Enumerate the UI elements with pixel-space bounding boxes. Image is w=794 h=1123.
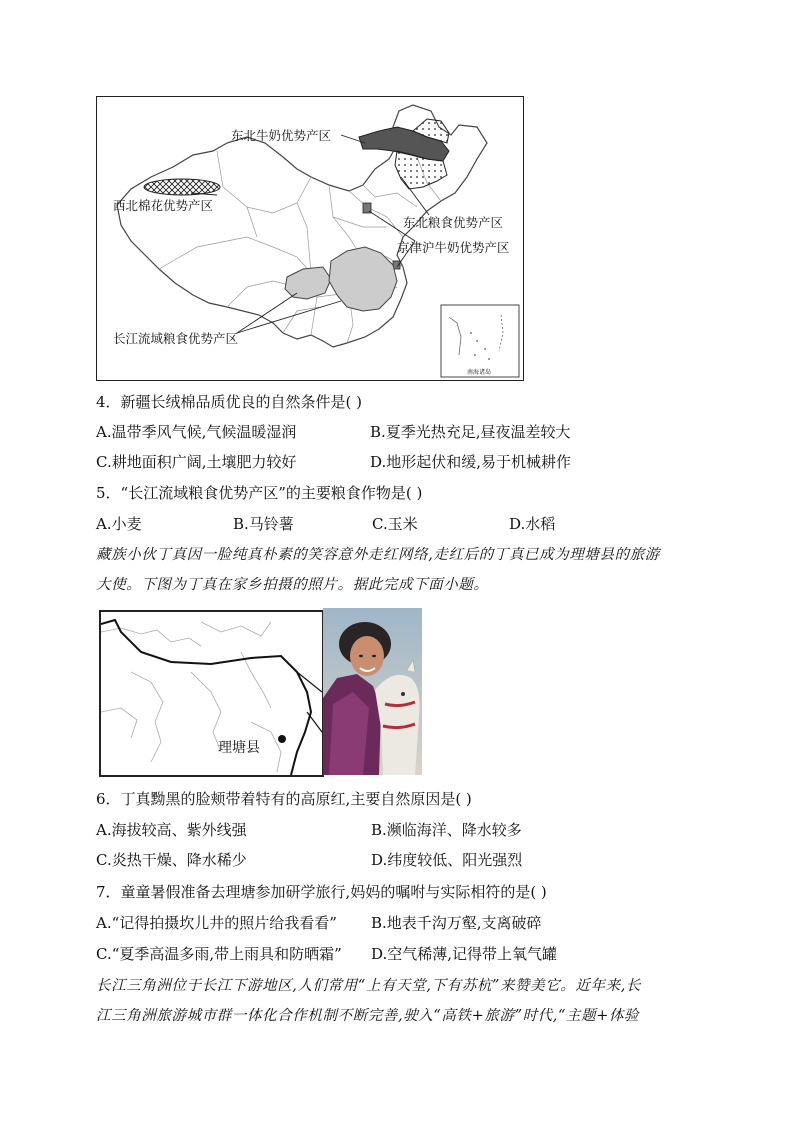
label-northeast-milk: 东北牛奶优势产区 — [231, 128, 332, 143]
q6-option-b[interactable]: B.濒临海洋、降水较多 — [371, 821, 522, 839]
q6-option-c[interactable]: C.炎热干燥、降水稀少 — [96, 851, 247, 869]
q5-option-c[interactable]: C.玉米 — [372, 515, 418, 533]
question-5-stem: 5．“长江流域粮食优势产区”的主要粮食作物是( ) — [96, 484, 423, 502]
intro-passage-2-line-2: 江三角洲旅游城市群一体化合作机制不断完善,驶入“高铁+旅游”时代,“主题+体验 — [96, 1008, 640, 1024]
q6-option-d[interactable]: D.纬度较低、阳光强烈 — [371, 851, 523, 869]
q6-option-a[interactable]: A.海拔较高、紫外线强 — [96, 821, 247, 839]
label-inset-south-china-sea: 南海诸岛 — [467, 369, 492, 376]
question-7-stem: 7．童童暑假准备去理塘参加研学旅行,妈妈的嘱咐与实际相符的是( ) — [96, 883, 547, 901]
question-6-stem: 6．丁真黝黑的脸颊带着特有的高原红,主要自然原因是( ) — [96, 790, 472, 808]
ding-zhen-photo — [323, 608, 422, 775]
photo-illustration — [323, 608, 422, 775]
northwest-cotton-region — [144, 179, 220, 195]
q7-option-d[interactable]: D.空气稀薄,记得带上氧气罐 — [371, 945, 558, 963]
intro-passage-1-line-1: 藏族小伙丁真因一脸纯真朴素的笑容意外走红网络,走红后的丁真已成为理塘县的旅游 — [96, 547, 660, 563]
label-northwest-cotton: 西北棉花优势产区 — [113, 198, 214, 213]
litang-map-graphic — [101, 612, 322, 775]
label-northeast-grain: 东北粮食优势产区 — [403, 215, 504, 230]
plateau-boundary — [101, 620, 311, 775]
q4-option-d[interactable]: D.地形起伏和缓,易于机械耕作 — [370, 453, 572, 471]
litang-county-marker — [278, 735, 286, 743]
label-litang-county: 理塘县 — [218, 740, 260, 756]
q4-option-b[interactable]: B.夏季光热充足,昼夜温差较大 — [370, 423, 571, 441]
q4-option-c[interactable]: C.耕地面积广阔,土壤肥力较好 — [96, 453, 297, 471]
q7-option-c[interactable]: C.“夏季高温多雨,带上雨具和防晒霜” — [96, 945, 342, 963]
q4-option-a[interactable]: A.温带季风气候,气候温暖湿润 — [96, 423, 297, 441]
q5-option-d[interactable]: D.水稻 — [509, 515, 556, 533]
question-4-stem: 4．新疆长绒棉品质优良的自然条件是( ) — [96, 393, 363, 411]
q5-option-b[interactable]: B.马铃薯 — [233, 515, 294, 533]
label-jjh-milk: 京津沪牛奶优势产区 — [397, 240, 510, 255]
label-yangtze-grain: 长江流域粮食优势产区 — [113, 331, 239, 346]
litang-map — [99, 610, 324, 777]
q5-option-a[interactable]: A.小麦 — [96, 515, 142, 533]
q7-option-b[interactable]: B.地表千沟万壑,支离破碎 — [371, 914, 542, 932]
intro-passage-2-line-1: 长江三角洲位于长江下游地区,人们常用“上有天堂,下有苏杭”来赞美它。近年来,长 — [96, 978, 642, 994]
china-agriculture-map — [96, 96, 524, 381]
q7-option-a[interactable]: A.“记得拍摄坎儿井的照片给我看看” — [96, 914, 337, 932]
intro-passage-1-line-2: 大使。下图为丁真在家乡拍摄的照片。据此完成下面小题。 — [96, 577, 489, 593]
